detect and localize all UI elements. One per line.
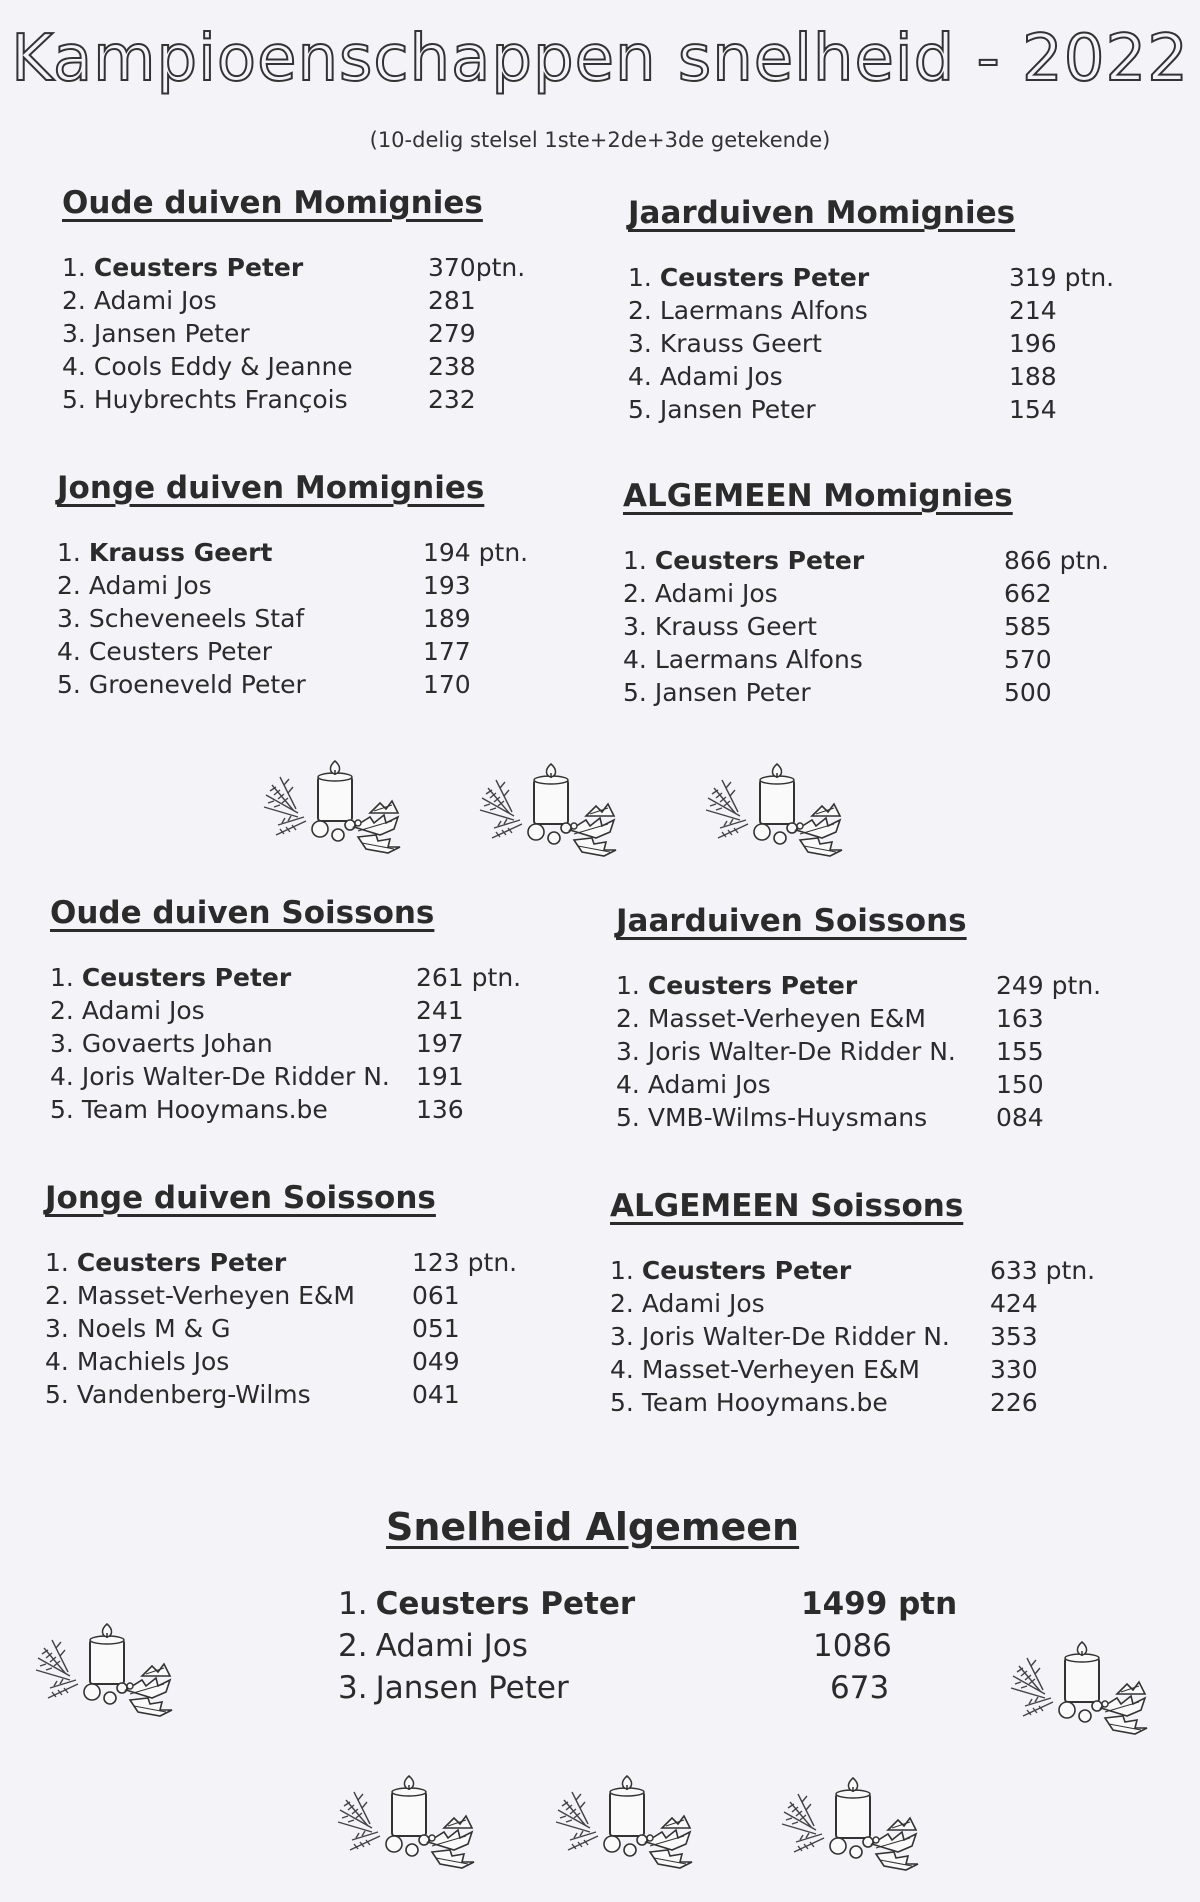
ranking-row: 2. Masset-Verheyen E&M 163 <box>616 1004 1044 1033</box>
page-title: Kampioenschappen snelheid - 2022 <box>11 22 1189 96</box>
ranking-row: 4. Laermans Alfons 570 <box>623 645 1052 674</box>
ranking-row: 1. Ceusters Peter 866 ptn. <box>623 546 1110 575</box>
section-title: Jaarduiven Momignies <box>628 195 1016 231</box>
ranking-row: 1. Ceusters Peter 249 ptn. <box>616 971 1102 1000</box>
ranking-row: 3. Noels M & G 051 <box>45 1314 460 1343</box>
ranking-row: 1. Ceusters Peter 319 ptn. <box>628 263 1115 292</box>
ranking-row: 3. Krauss Geert 196 <box>628 329 1057 358</box>
ranking-row: 3. Joris Walter-De Ridder N. 353 <box>610 1322 1038 1351</box>
ranking-row: 1. Ceusters Peter 261 ptn. <box>50 963 522 992</box>
section-algemeen-momignies <box>623 478 1143 709</box>
ranking-row: 1. Ceusters Peter 370ptn. <box>62 253 526 282</box>
section-title: Jonge duiven Soissons <box>45 1180 436 1216</box>
section-jaarduiven-soissons <box>616 903 1136 1134</box>
ranking-row: 5. VMB-Wilms-Huysmans 084 <box>616 1103 1044 1132</box>
ranking-row: 3. Joris Walter-De Ridder N. 155 <box>616 1037 1044 1066</box>
ranking-row: 2. Masset-Verheyen E&M 061 <box>45 1281 460 1310</box>
ranking-row: 4. Adami Jos 188 <box>628 362 1057 391</box>
ranking-row: 2. Adami Jos 424 <box>610 1289 1038 1318</box>
ranking-row: 3. Scheveneels Staf 189 <box>57 604 471 633</box>
section-jonge-duiven-momignies <box>57 470 537 701</box>
christmas-candle-holly-icon <box>474 758 644 858</box>
ranking-row: 4. Cools Eddy & Jeanne 238 <box>62 352 476 381</box>
section-title: Oude duiven Momignies <box>62 185 483 221</box>
ranking-row: 5. Team Hooymans.be 136 <box>50 1095 464 1124</box>
section-title: ALGEMEEN Momignies <box>623 478 1013 514</box>
ranking-row: 2. Adami Jos 662 <box>623 579 1052 608</box>
ranking-row: 4. Machiels Jos 049 <box>45 1347 460 1376</box>
ranking-row: 4. Masset-Verheyen E&M 330 <box>610 1355 1038 1384</box>
ranking-row: 5. Jansen Peter 154 <box>628 395 1057 424</box>
page-subtitle: (10-delig stelsel 1ste+2de+3de getekende) <box>369 128 831 152</box>
ranking-row: 2. Laermans Alfons 214 <box>628 296 1057 325</box>
ranking-row: 5. Groeneveld Peter 170 <box>57 670 471 699</box>
christmas-candle-holly-icon <box>30 1618 200 1718</box>
ranking-row: 2. Adami Jos 241 <box>50 996 464 1025</box>
christmas-candle-holly-icon <box>700 758 870 858</box>
section-title: Jonge duiven Momignies <box>57 470 485 506</box>
christmas-candle-holly-icon <box>550 1770 720 1870</box>
ranking-row: 3. Jansen Peter 279 <box>62 319 476 348</box>
ranking-row: 5. Vandenberg-Wilms 041 <box>45 1380 460 1409</box>
christmas-candle-holly-icon <box>332 1770 502 1870</box>
ranking-row: 1. Ceusters Peter 123 ptn. <box>45 1248 518 1277</box>
section-jaarduiven-momignies <box>628 195 1148 426</box>
ranking-row: 2. Adami Jos 1086 <box>338 1628 892 1664</box>
section-title: Snelheid Algemeen <box>386 1505 800 1549</box>
section-title: ALGEMEEN Soissons <box>610 1188 964 1224</box>
ranking-row: 3. Govaerts Johan 197 <box>50 1029 464 1058</box>
ranking-row: 1. Ceusters Peter 633 ptn. <box>610 1256 1096 1285</box>
ranking-row: 2. Adami Jos 193 <box>57 571 471 600</box>
ranking-row: 5. Team Hooymans.be 226 <box>610 1388 1038 1417</box>
christmas-candle-holly-icon <box>258 755 428 855</box>
section-algemeen-soissons <box>610 1188 1140 1419</box>
ranking-row: 5. Jansen Peter 500 <box>623 678 1052 707</box>
ranking-row: 3. Jansen Peter 673 <box>338 1670 890 1706</box>
section-oude-duiven-momignies <box>62 185 542 416</box>
section-jonge-duiven-soissons <box>45 1180 525 1411</box>
section-title: Jaarduiven Soissons <box>616 903 967 939</box>
ranking-row: 4. Ceusters Peter 177 <box>57 637 471 666</box>
section-title: Oude duiven Soissons <box>50 895 435 931</box>
ranking-row: 3. Krauss Geert 585 <box>623 612 1052 641</box>
section-snelheid-algemeen <box>338 1505 958 1709</box>
ranking-row: 5. Huybrechts François 232 <box>62 385 476 414</box>
section-oude-duiven-soissons <box>50 895 530 1126</box>
christmas-candle-holly-icon <box>1005 1636 1175 1736</box>
christmas-candle-holly-icon <box>776 1772 946 1872</box>
ranking-row: 4. Adami Jos 150 <box>616 1070 1044 1099</box>
ranking-row: 2. Adami Jos 281 <box>62 286 476 315</box>
ranking-row: 4. Joris Walter-De Ridder N. 191 <box>50 1062 464 1091</box>
ranking-row: 1. Krauss Geert 194 ptn. <box>57 538 529 567</box>
ranking-row: 1. Ceusters Peter 1499 ptn <box>338 1586 958 1622</box>
